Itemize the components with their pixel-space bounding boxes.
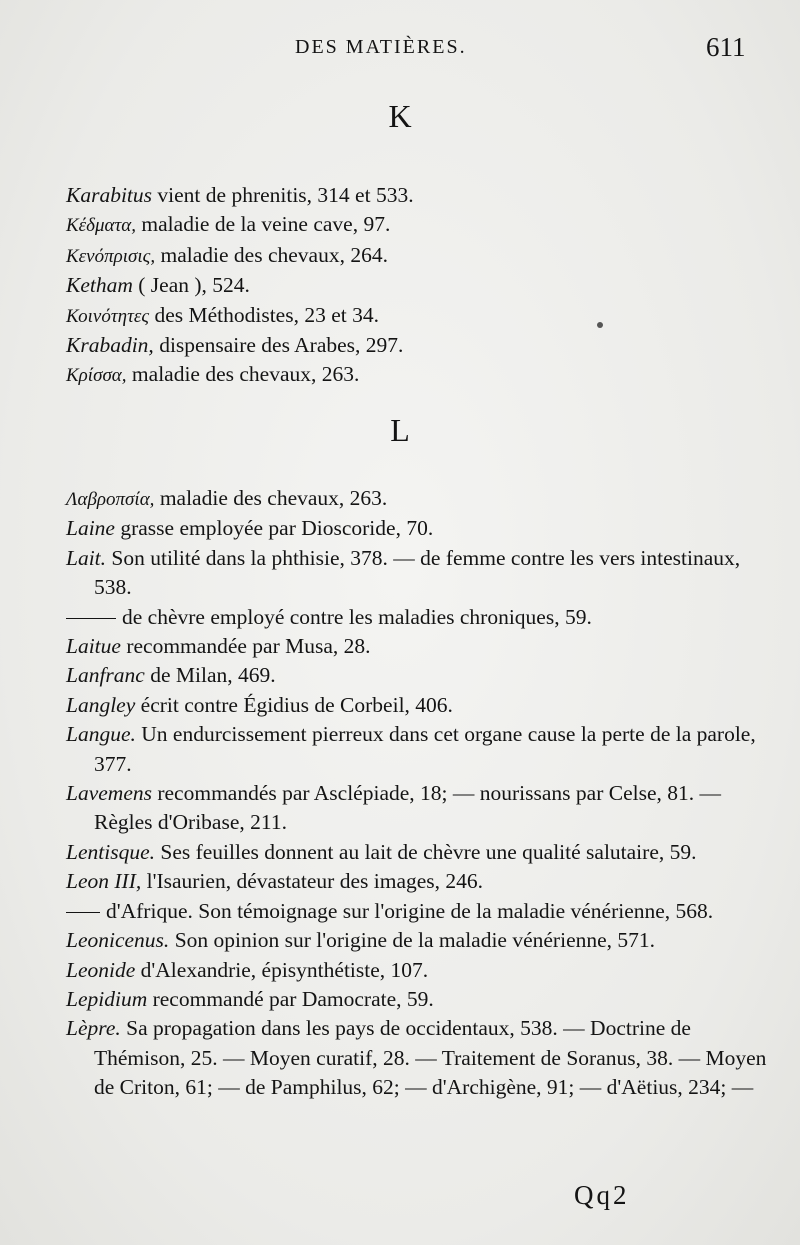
entry-text: grasse employée par Dioscoride, 70.	[114, 516, 434, 541]
index-entry	[66, 838, 770, 867]
entry-text: Sa propagation dans les pays de occidentaux, 538. — Doctrine de Thémison, 25. — Moyen curatif, 28. — Traitement de Soranus, 38. — Moyen de Criton, 61; — de Pamphilus, 62; — d'Archigène, 91; — d'Aëtius, 234; —	[94, 1016, 767, 1100]
running-title: DES MATIÈRES.	[295, 36, 467, 58]
entry-headword: Langue.	[66, 722, 136, 747]
entry-text: ( Jean ), 524.	[132, 273, 250, 298]
entry-headword: Leonide	[66, 957, 136, 982]
entry-headword: Laitue	[66, 634, 121, 659]
index-entry	[66, 1014, 770, 1102]
index-entry	[66, 897, 770, 926]
entry-text: Son opinion sur l'origine de la maladie vénérienne, 571.	[169, 928, 656, 953]
entry-headword: Κρίσσα,	[66, 365, 127, 387]
entry-text: Un endurcissement pierreux dans cet organe cause la perte de la parole, 377.	[94, 722, 756, 776]
index-entry	[66, 926, 770, 955]
entry-headword: Leon III,	[66, 869, 142, 894]
entry-text: recommandé par Damocrate, 59.	[147, 986, 434, 1011]
index-entry	[66, 779, 770, 838]
index-entry	[66, 181, 770, 210]
index-entry	[66, 867, 770, 896]
entry-headword: Leonicenus.	[66, 928, 170, 953]
entry-headword: Ketham	[66, 273, 133, 298]
entry-headword: Karabitus	[66, 183, 153, 207]
entry-text: écrit contre Égidius de Corbeil, 406.	[135, 692, 453, 717]
entry-text: d'Alexandrie, épisynthétiste, 107.	[135, 957, 429, 982]
entry-text: maladie des chevaux, 263.	[126, 362, 360, 387]
index-entry	[66, 632, 770, 661]
entry-text: maladie des chevaux, 264.	[155, 242, 388, 267]
page-number: 611	[706, 32, 746, 62]
entry-headword: Λαβροπσία,	[66, 489, 155, 510]
entry-text: de chèvre employé contre les maladies chroniques, 59.	[122, 604, 592, 629]
index-entry	[66, 603, 770, 632]
index-entry	[66, 241, 770, 271]
entry-headword: Lepidium	[66, 986, 148, 1011]
running-head	[0, 30, 800, 70]
entry-text: d'Afrique. Son témoignage sur l'origine de la maladie vénérienne, 568.	[106, 898, 714, 923]
index-entry	[66, 360, 770, 390]
entry-text: l'Isaurien, dévastateur des images, 246.	[141, 869, 484, 894]
index-entry	[66, 271, 770, 300]
index-entry	[66, 720, 770, 779]
index-entry	[66, 544, 770, 603]
entry-text: maladie des chevaux, 263.	[154, 486, 388, 510]
entry-headword: Κέδματα,	[66, 215, 137, 237]
index-entry	[66, 956, 770, 985]
index-entry	[66, 210, 770, 240]
entry-headword: Lèpre.	[66, 1016, 121, 1041]
index-entry	[66, 331, 770, 360]
entry-text: Son utilité dans la phthisie, 378. — de femme contre les vers intestinaux, 538.	[94, 545, 741, 600]
entry-text: Ses feuilles donnent au lait de chèvre une qualité salutaire, 59.	[154, 839, 697, 864]
index-entry	[66, 985, 770, 1014]
entry-headword: Laine	[66, 516, 115, 541]
section-letter-l: L	[390, 412, 410, 448]
entry-text: recommandés par Asclépiade, 18; — nourissans par Celse, 81. — Règles d'Oribase, 211.	[94, 781, 721, 835]
signature-mark: Qq2	[574, 1180, 630, 1210]
entry-text: de Milan, 469.	[144, 663, 276, 688]
index-entry	[66, 661, 770, 690]
entry-text: dispensaire des Arabes, 297.	[153, 333, 404, 358]
entry-headword: Κενόπρισις,	[66, 245, 156, 267]
entry-text: des Méthodistes, 23 et 34.	[149, 302, 379, 327]
ditto-dash	[66, 618, 116, 619]
ditto-dash	[66, 912, 100, 913]
index-entry	[66, 514, 770, 543]
entry-headword: Lavemens	[66, 781, 152, 806]
paper-blemish	[597, 322, 603, 328]
entry-text: vient de phrenitis, 314 et 533.	[152, 183, 414, 207]
index-entries-l	[60, 484, 770, 1103]
entry-headword: Lanfranc	[66, 663, 145, 688]
entry-headword: Lentisque.	[66, 839, 155, 864]
entry-headword: Krabadin,	[66, 333, 154, 358]
index-entries-k	[60, 181, 770, 391]
entry-headword: Lait.	[66, 545, 107, 570]
entry-text: recommandée par Musa, 28.	[120, 634, 371, 659]
section-letter-k: K	[388, 98, 412, 134]
entry-text: maladie de la veine cave, 97.	[136, 212, 391, 237]
entry-headword: Κοινότητες	[66, 305, 150, 327]
entry-headword: Langley	[66, 692, 136, 717]
index-entry	[66, 301, 770, 331]
index-entry	[66, 691, 770, 720]
index-entry	[66, 484, 770, 514]
